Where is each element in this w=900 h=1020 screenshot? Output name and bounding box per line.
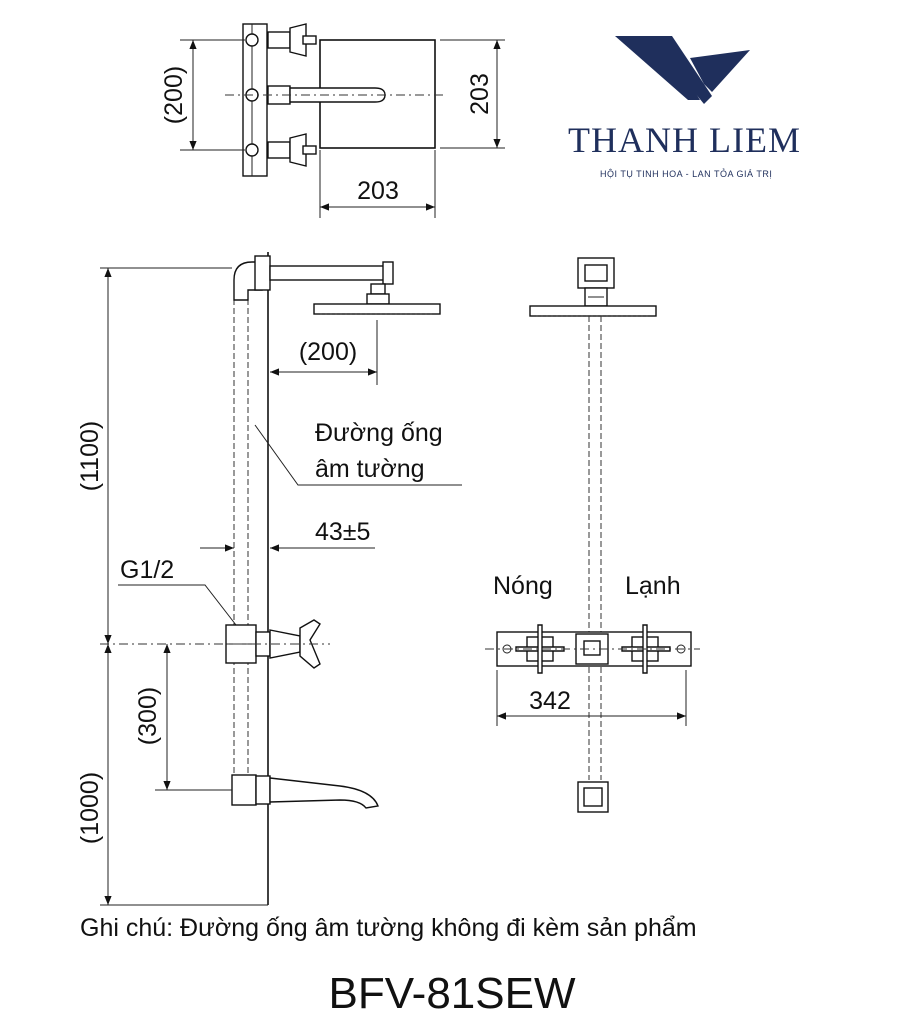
brand-logo xyxy=(568,36,801,179)
thread-label: G1/2 xyxy=(120,556,175,584)
lower-height-dim: (1000) xyxy=(76,771,104,845)
logo-mark xyxy=(615,36,750,104)
cold-label: Lạnh xyxy=(625,572,681,600)
pipe-label-line1: Đường ống xyxy=(315,419,443,447)
front-view xyxy=(485,258,700,812)
installation-note: Ghi chú: Đường ống âm tường không đi kèm sản phẩm xyxy=(80,914,697,942)
plate-height-dim: 203 xyxy=(466,73,494,115)
model-number: BFV-81SEW xyxy=(328,969,576,1018)
hot-label: Nóng xyxy=(493,572,553,600)
plate-width-dim: 203 xyxy=(357,177,399,205)
brand-name: THANH LIEM xyxy=(568,120,801,160)
pipe-label-line2: âm tường xyxy=(315,455,425,483)
offset-dim: 43±5 xyxy=(315,518,371,546)
valve-spout-dim: (300) xyxy=(134,686,162,746)
plan-view xyxy=(160,24,505,218)
plan-height-dim: (200) xyxy=(160,65,188,125)
arm-dim: (200) xyxy=(298,338,358,366)
width-dim: 342 xyxy=(529,687,571,715)
side-view xyxy=(76,252,462,905)
brand-slogan: HỘI TỤ TINH HOA - LAN TỎA GIÁ TRỊ xyxy=(600,169,773,179)
total-height-dim: (1100) xyxy=(76,420,104,492)
